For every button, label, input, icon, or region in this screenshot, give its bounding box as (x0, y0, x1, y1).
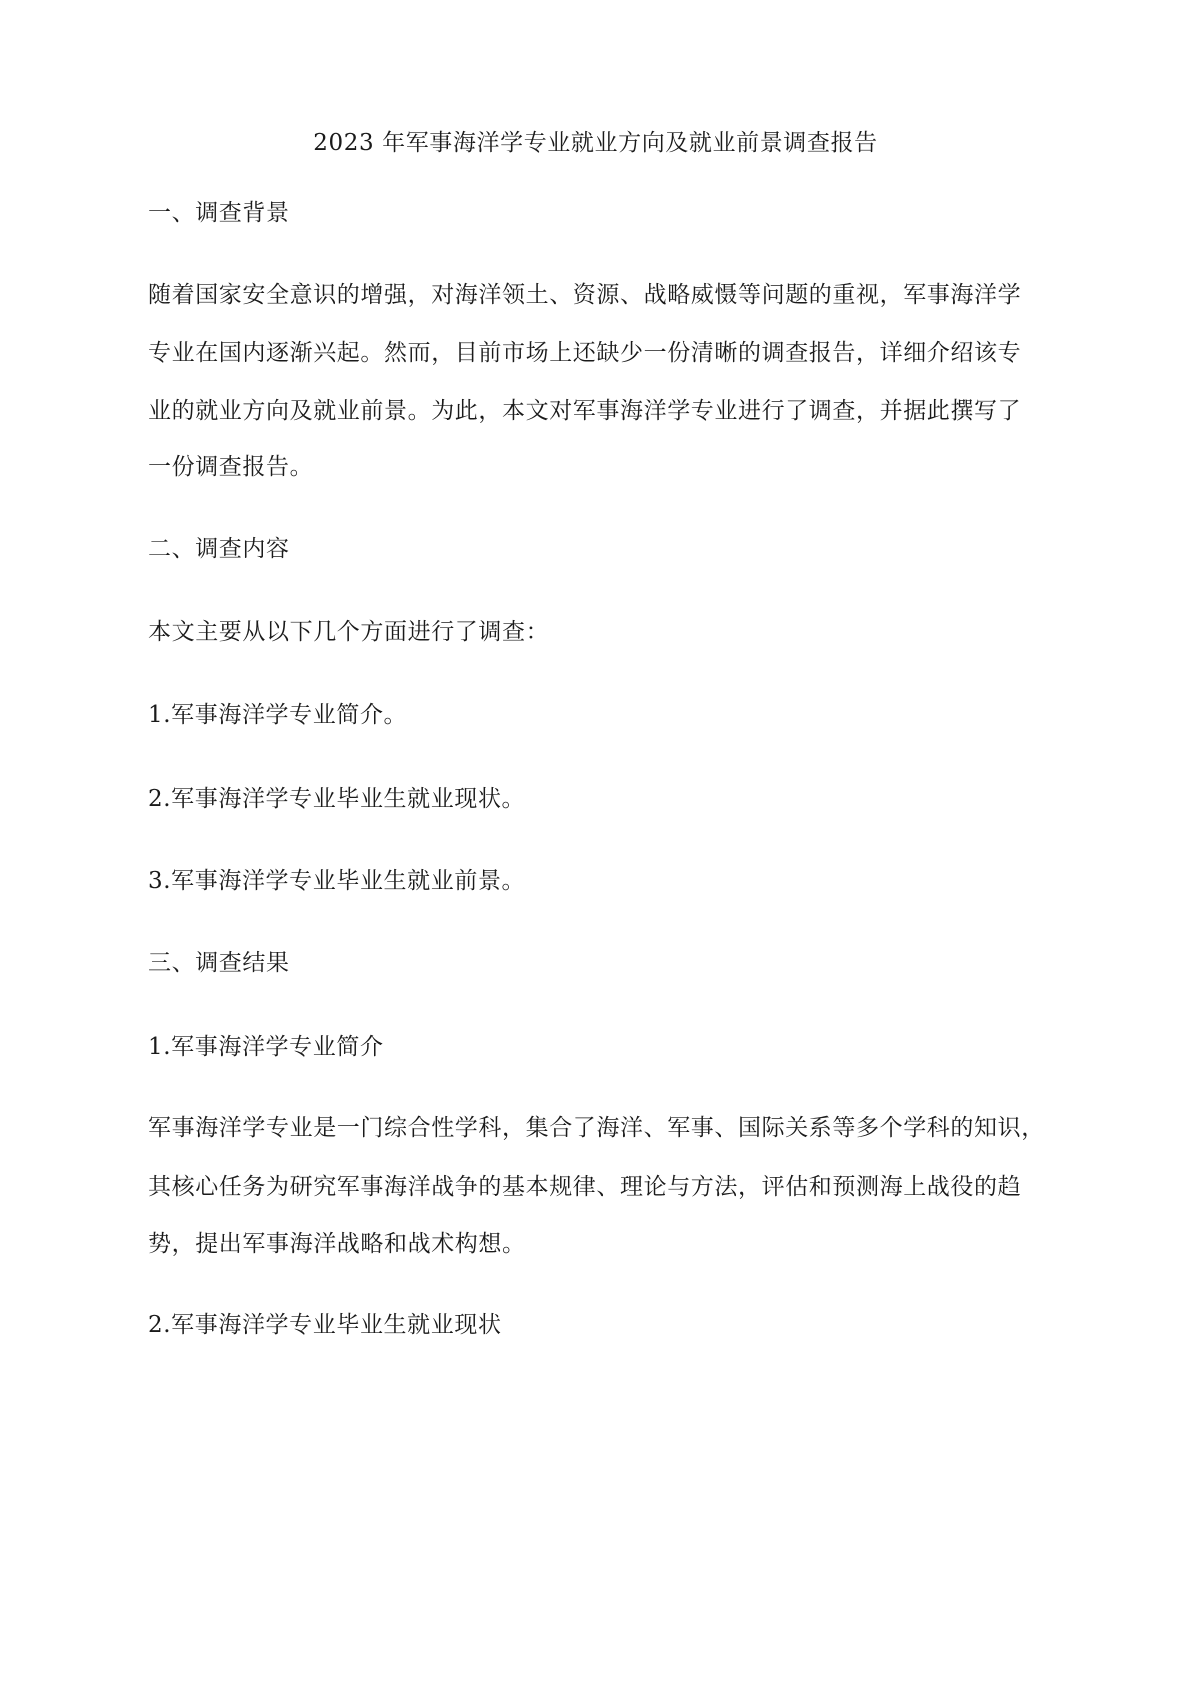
section-heading-content: 二、调查内容 (148, 536, 290, 562)
paragraph-line: 业的就业方向及就业前景。为此，本文对军事海洋学专业进行了调查，并据此撰写了 (148, 398, 1022, 424)
paragraph-line: 其核心任务为研究军事海洋战争的基本规律、理论与方法，评估和预测海上战役的趋 (148, 1174, 1022, 1200)
paragraph-line: 随着国家安全意识的增强，对海洋领土、资源、战略威慑等问题的重视，军事海洋学 (148, 282, 1022, 308)
section-heading-background: 一、调查背景 (148, 200, 290, 226)
list-item: 2.军事海洋学专业毕业生就业现状。 (148, 786, 526, 812)
paragraph-line: 专业在国内逐渐兴起。然而，目前市场上还缺少一份清晰的调查报告，详细介绍该专 (148, 340, 1022, 366)
list-item: 3.军事海洋学专业毕业生就业前景。 (148, 868, 526, 894)
section-heading-results: 三、调查结果 (148, 950, 290, 976)
subsection-heading: 2.军事海洋学专业毕业生就业现状 (148, 1312, 502, 1338)
paragraph-line: 势，提出军事海洋战略和战术构想。 (148, 1231, 526, 1257)
paragraph-line: 一份调查报告。 (148, 454, 314, 480)
subsection-heading: 1.军事海洋学专业简介 (148, 1034, 384, 1060)
paragraph-line: 军事海洋学专业是一门综合性学科，集合了海洋、军事、国际关系等多个学科的知识， (148, 1115, 1045, 1141)
list-item: 1.军事海洋学专业简介。 (148, 702, 408, 728)
document-title: 2023 年军事海洋学专业就业方向及就业前景调查报告 (313, 130, 878, 156)
section-intro: 本文主要从以下几个方面进行了调查： (148, 619, 550, 645)
